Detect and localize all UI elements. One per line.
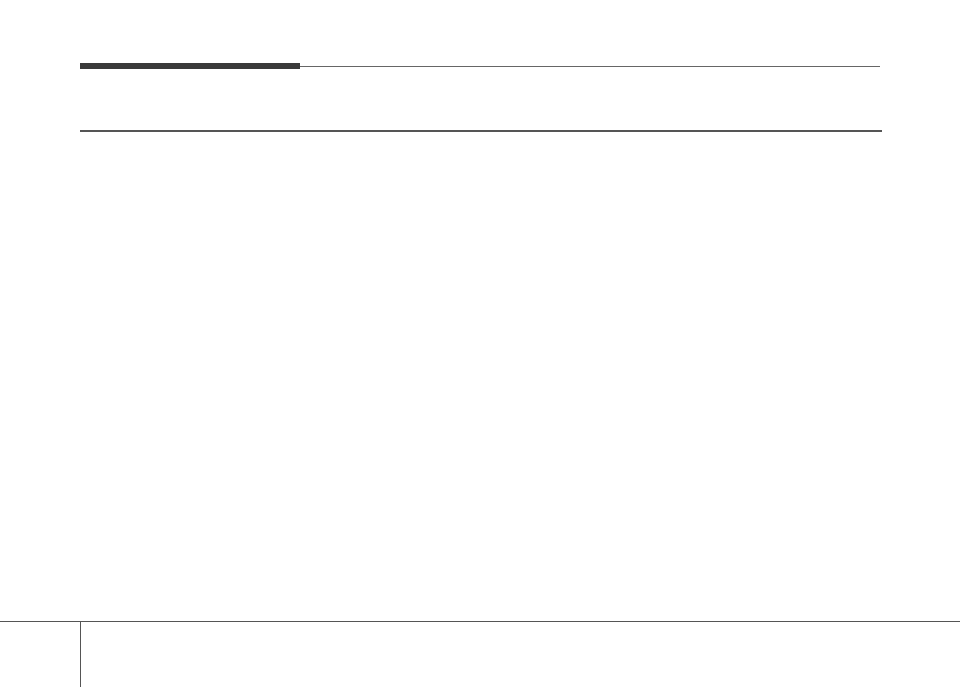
header-bar [80,63,300,69]
title-rule [80,130,882,132]
header-rule [300,66,880,67]
footer-divider [80,621,81,687]
footer-rule [0,621,960,622]
